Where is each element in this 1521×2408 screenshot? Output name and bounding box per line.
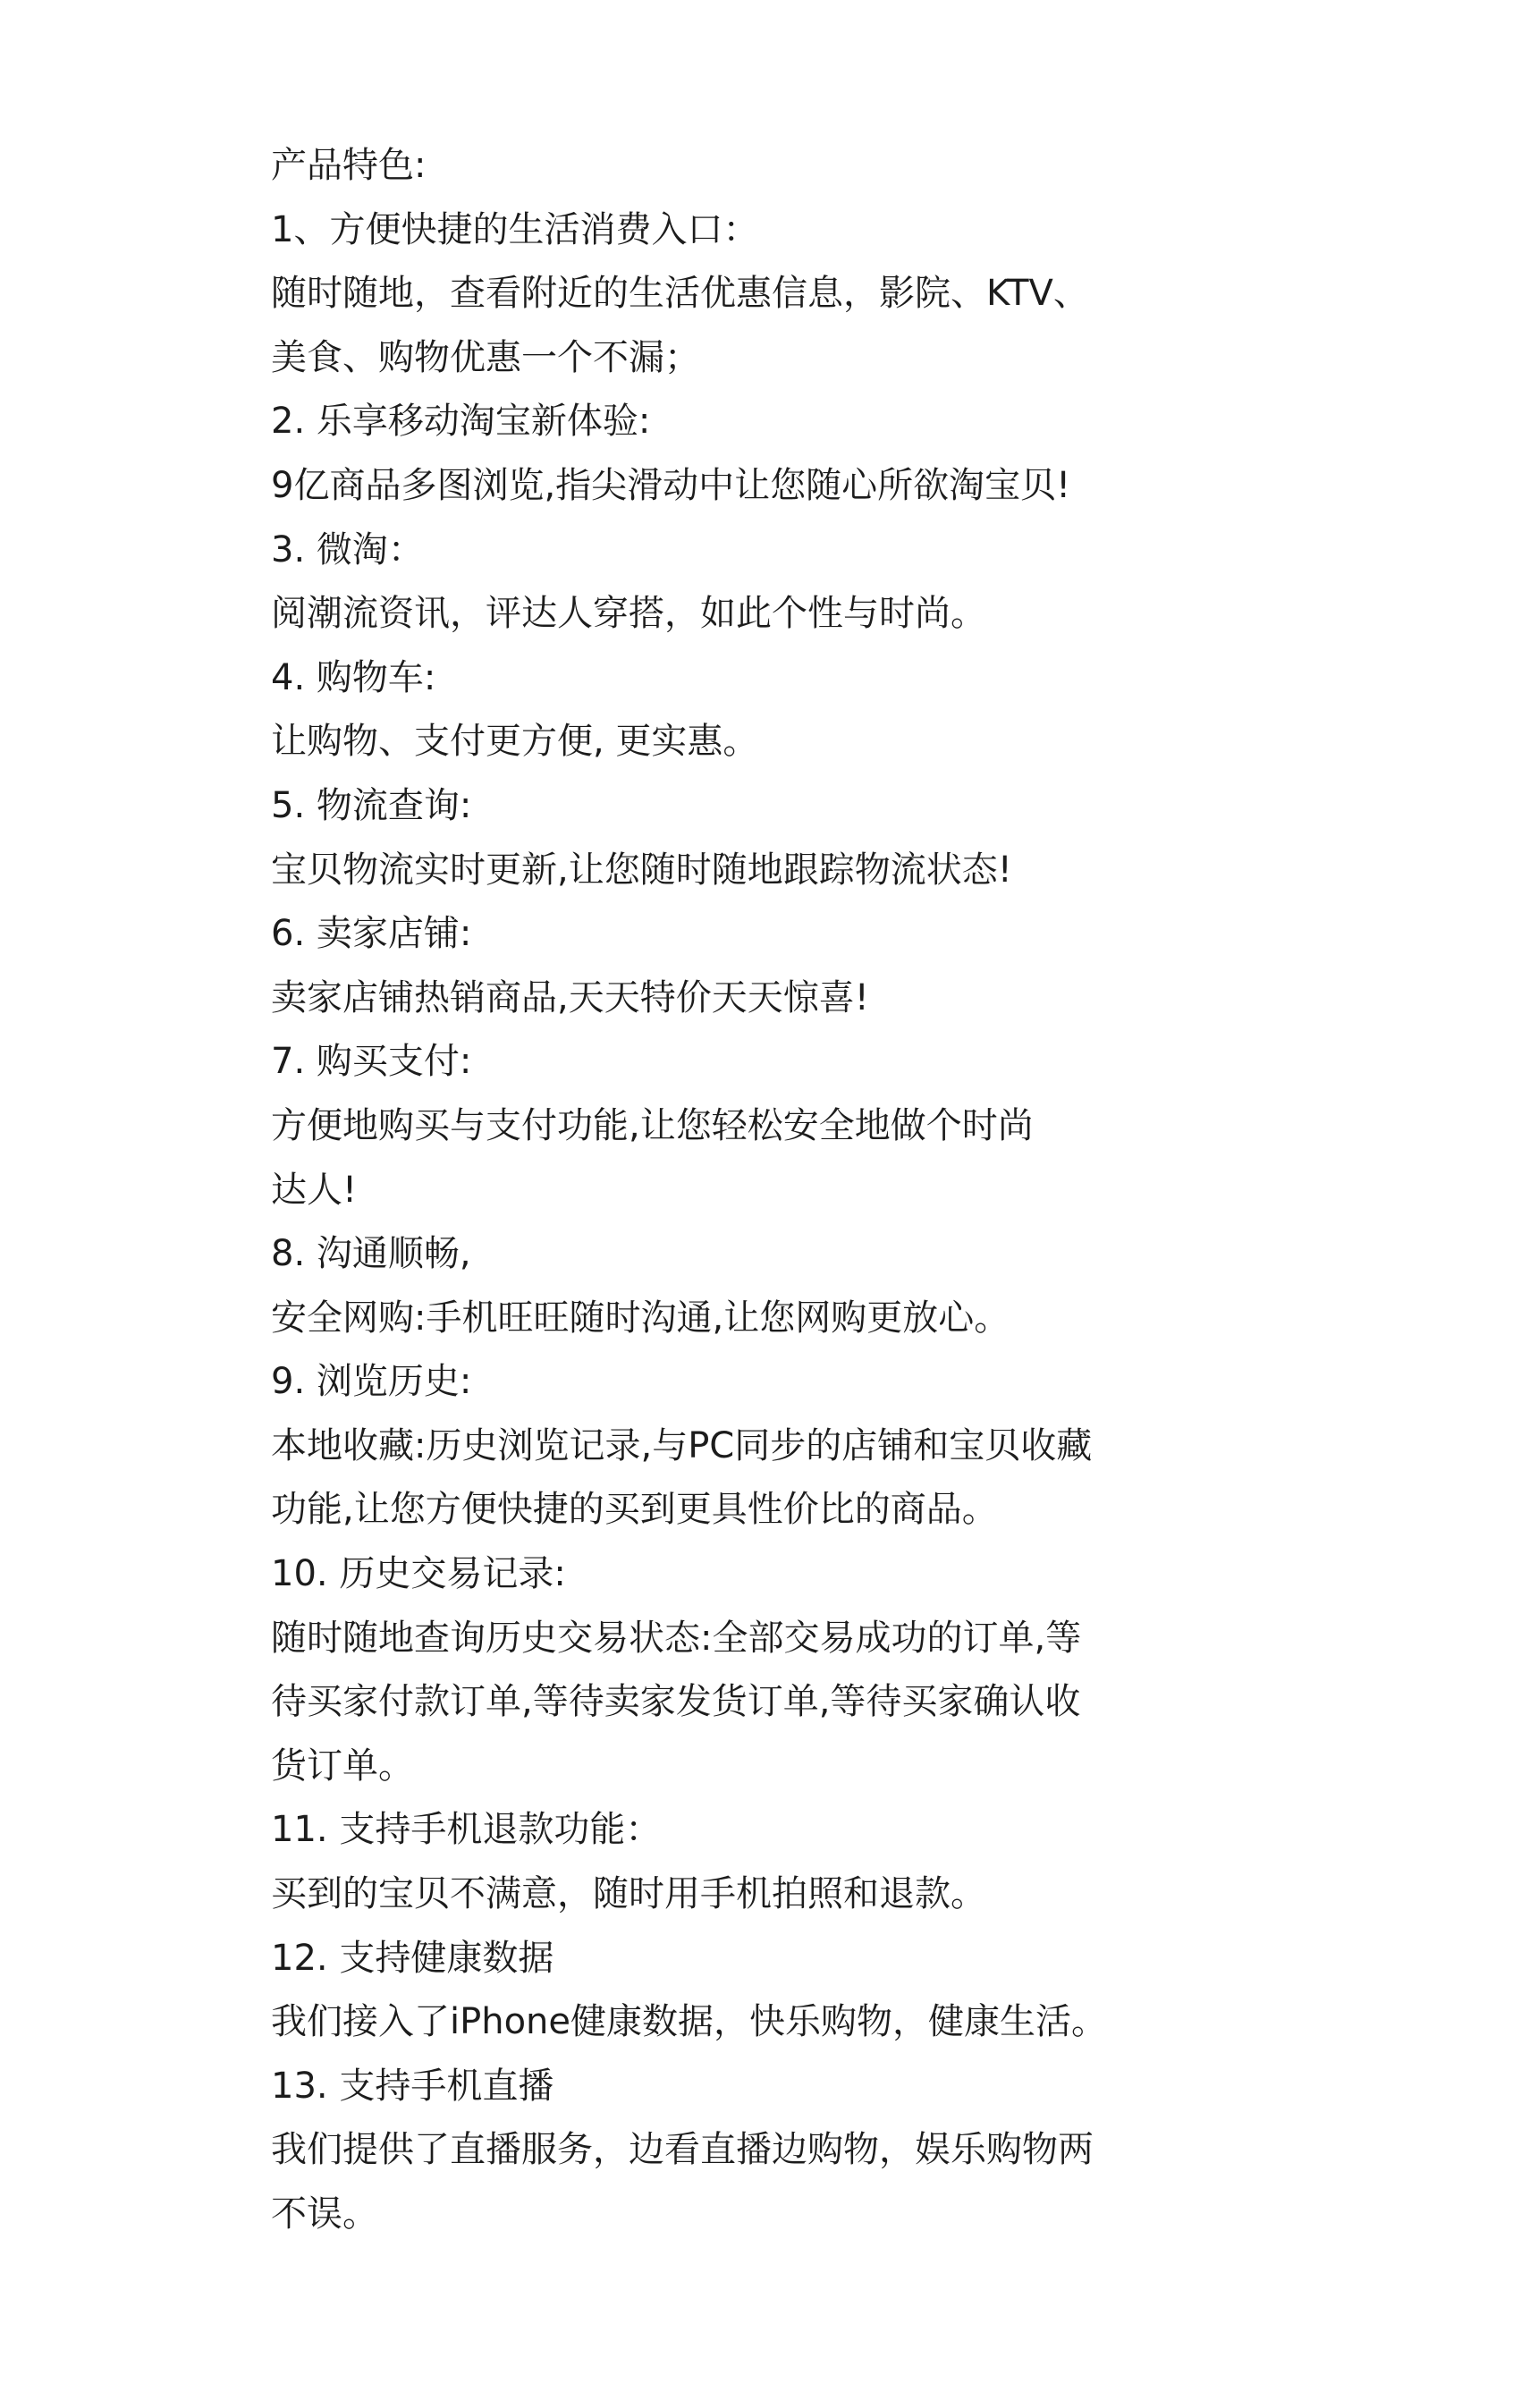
feature-3-text: 阅潮流资讯，评达人穿搭，如此个性与时尚。 [271, 593, 986, 635]
feature-4-text: 让购物、支付更方便, 更实惠。 [271, 721, 759, 763]
heading-product-features: 产品特色: [271, 145, 427, 186]
feature-5-title: 5. 物流查询: [271, 784, 472, 826]
feature-9-text-line-2: 功能,让您方便快捷的买到更具性价比的商品。 [271, 1489, 998, 1531]
feature-3-title: 3. 微淘： [271, 528, 424, 570]
feature-2-text: 9亿商品多图浏览,指尖滑动中让您随心所欲淘宝贝! [271, 464, 1071, 506]
feature-2-title: 2. 乐享移动淘宝新体验: [271, 401, 651, 443]
feature-1-title: 1、方便快捷的生活消费入口： [271, 208, 759, 250]
feature-12-text: 我们接入了iPhone健康数据，快乐购物，健康生活。 [271, 2001, 1108, 2043]
document-body [271, 134, 1165, 2247]
feature-1-text-line-1: 随时随地，查看附近的生活优惠信息，影院、KTV、 [271, 273, 1089, 315]
feature-10-title: 10. 历史交易记录: [271, 1553, 566, 1595]
feature-8-text: 安全网购:手机旺旺随时沟通,让您网购更放心。 [271, 1297, 1010, 1339]
feature-1-text-line-2: 美食、购物优惠一个不漏； [271, 336, 700, 378]
feature-11-title: 11. 支持手机退款功能： [271, 1809, 662, 1851]
feature-4-title: 4. 购物车: [271, 656, 436, 698]
feature-10-text-line-2: 待买家付款订单,等待卖家发货订单,等待买家确认收 [271, 1681, 1081, 1723]
feature-13-text-line-1: 我们提供了直播服务，边看直播边购物，娱乐购物两 [271, 2129, 1094, 2171]
feature-11-text: 买到的宝贝不满意，随时用手机拍照和退款。 [271, 1873, 986, 1915]
feature-7-text-line-1: 方便地购买与支付功能,让您轻松安全地做个时尚 [271, 1104, 1034, 1146]
feature-7-text-line-2: 达人! [271, 1169, 358, 1211]
feature-6-text: 卖家店铺热销商品,天天特价天天惊喜! [271, 976, 869, 1018]
feature-8-title: 8. 沟通顺畅, [271, 1233, 471, 1275]
feature-7-title: 7. 购买支付: [271, 1041, 472, 1083]
feature-13-title: 13. 支持手机直播 [271, 2065, 554, 2107]
feature-9-title: 9. 浏览历史: [271, 1361, 472, 1403]
feature-13-text-line-2: 不误。 [271, 2193, 378, 2235]
feature-10-text-line-3: 货订单。 [271, 1745, 414, 1787]
feature-10-text-line-1: 随时随地查询历史交易状态:全部交易成功的订单,等 [271, 1617, 1082, 1659]
feature-9-text-line-1: 本地收藏:历史浏览记录,与PC同步的店铺和宝贝收藏 [271, 1424, 1093, 1466]
feature-5-text: 宝贝物流实时更新,让您随时随地跟踪物流状态! [271, 849, 1012, 891]
feature-6-title: 6. 卖家店铺: [271, 913, 472, 955]
feature-12-title: 12. 支持健康数据 [271, 1937, 554, 1979]
